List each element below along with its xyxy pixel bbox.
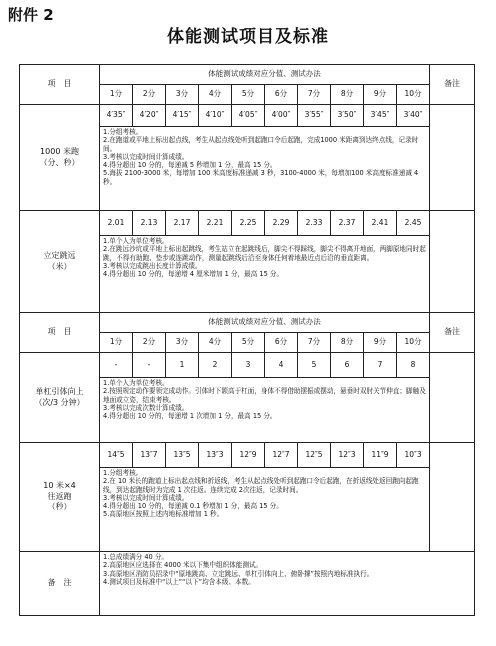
run1000-value: 3′45″ (364, 105, 397, 127)
header-row-2 (20, 313, 475, 333)
rule-line: 3.考核以完成跳出长度计算成绩。 (103, 261, 202, 270)
rule-line: 1.分组考核。 (103, 128, 143, 136)
score-header-cell: 9分 (364, 333, 397, 353)
jump-item: 立定跳远 （米） (20, 211, 100, 313)
header-row (20, 65, 475, 85)
shuttle-remark (430, 443, 475, 552)
shuttle-value: 13″3 (199, 443, 232, 468)
method-header: 体能测试成绩对应分值、测试办法 (100, 65, 430, 85)
pullup-rules (100, 378, 430, 443)
run1000-value: 4′10″ (199, 105, 232, 127)
run1000-remark (430, 105, 475, 211)
jump-value: 2.25 (232, 211, 265, 236)
jump-values-row (20, 211, 475, 236)
method-header: 体能测试成绩对应分值、测试办法 (100, 313, 430, 333)
score-header-cell: 5分 (232, 85, 265, 105)
score-header-cell: 2分 (133, 85, 166, 105)
rule-line: 4.得分超出 10 分的，每递减 5 秒增加 1 分，最高 15 分。 (103, 161, 277, 170)
run1000-value: 3′40″ (397, 105, 430, 127)
run1000-value: 3′55″ (298, 105, 331, 127)
jump-remark (430, 211, 475, 313)
rule-line: 3.考核以完成次数计算成绩。 (103, 403, 189, 412)
rule-line: 1.单个人为单位考核。 (103, 379, 169, 387)
score-header-cell: 10分 (397, 333, 430, 353)
pullup-value: 5 (298, 353, 331, 378)
jump-value: 2.45 (397, 211, 430, 236)
run1000-value: 4′20″ (133, 105, 166, 127)
rule-line: 4.得分超出 10 分的，每递减 0.1 秒增加 1 分，最高 15 分。 (103, 502, 283, 511)
remarks-rules (100, 552, 475, 616)
run1000-values-row (20, 105, 475, 127)
pullup-value: 2 (199, 353, 232, 378)
shuttle-value: 13″7 (133, 443, 166, 468)
rule-line: 3.考核以完成时间计算成绩。 (103, 493, 189, 502)
score-header-cell: 6分 (265, 333, 298, 353)
item-header: 项 目 (20, 313, 100, 353)
score-header-cell: 8分 (331, 85, 364, 105)
rule-line: 2.在跳远沙坑或平地上标出起跳线，考生站立在起跳线后，脚尖不得踩线，脚尖不得离开地面，两脚原地同时起跳，不得有助跑、垫步或连跳动作，测量起跳线后沿至身体任何着地最近点后沿的垂直距离。 (103, 245, 426, 262)
shuttle-value: 14″5 (100, 443, 133, 468)
rule-line: 1.总成绩满分 40 分。 (103, 553, 169, 561)
score-header-cell: 1分 (100, 85, 133, 105)
jump-value: 2.01 (100, 211, 133, 236)
score-header-cell: 9分 (364, 85, 397, 105)
score-header-cell: 10分 (397, 85, 430, 105)
jump-value: 2.17 (166, 211, 199, 236)
shuttle-values-row (20, 443, 475, 468)
shuttle-value: 12″7 (265, 443, 298, 468)
fitness-standards-table (19, 64, 475, 616)
run1000-rules (100, 127, 430, 211)
jump-value: 2.33 (298, 211, 331, 236)
score-header-cell: 6分 (265, 85, 298, 105)
shuttle-value: 12″5 (298, 443, 331, 468)
score-header-cell: 2分 (133, 333, 166, 353)
score-header-cell: 7分 (298, 85, 331, 105)
rule-line: 2.在 10 米长的跑道上标出起点线和折返线，考生从起点线处听到起跑口令后起跑，在折返线处返回跑向起跑线，到达起跑线时为完成 1 次往返。连续完成 2次往返，记录时间。 (103, 477, 419, 494)
jump-value: 2.29 (265, 211, 298, 236)
page-title: 体能测试项目及标准 (167, 27, 329, 47)
rule-line: 4.得分超出 10 分的，每递增 1 次增加 1 分，最高 15 分。 (103, 412, 277, 421)
rule-line: 2.在跑道或平地上标出起点线，考生从起点线处听到起跑口令后起跑，完成1000 米距离到达终点线，记录时间。 (103, 136, 419, 153)
pullup-value: - (133, 353, 166, 378)
shuttle-item: 10 米×4 往返跑 （秒） (20, 443, 100, 552)
score-header-cell: 1分 (100, 333, 133, 353)
rule-line: 2.按照规定动作要领完成动作。引体时下颌高于杠面，身体不得借助摆振或摆动，悬垂时双肘关节伸直；脚触及地面或立姿，结束考核。 (103, 387, 426, 404)
pullup-value: 4 (265, 353, 298, 378)
remarks-item: 备 注 (20, 552, 100, 616)
jump-value: 2.13 (133, 211, 166, 236)
run1000-value: 4′05″ (232, 105, 265, 127)
run1000-value: 4′35″ (100, 105, 133, 127)
rule-line: 3.高原地区消防员招录中“原地跳高、立定跳远、单杠引体向上、俯卧撑”按照内地标准执行。 (103, 569, 374, 578)
pullup-value: 1 (166, 353, 199, 378)
score-header-cell: 8分 (331, 333, 364, 353)
run1000-value: 4′00″ (265, 105, 298, 127)
remarks-row (20, 552, 475, 616)
pullup-value: 6 (331, 353, 364, 378)
jump-value: 2.21 (199, 211, 232, 236)
shuttle-value: 12″3 (331, 443, 364, 468)
score-header-cell: 3分 (166, 333, 199, 353)
run1000-value: 3′50″ (331, 105, 364, 127)
pullup-item: 单杠引体向上 （次/3 分钟） (20, 353, 100, 443)
shuttle-value: 13″5 (166, 443, 199, 468)
shuttle-value: 12″9 (232, 443, 265, 468)
jump-value: 2.41 (364, 211, 397, 236)
pullup-value: 7 (364, 353, 397, 378)
shuttle-rules (100, 468, 430, 552)
score-header-cell: 5分 (232, 333, 265, 353)
rule-line: 5.海拔 2100-3000 米，每增加 100 米高度标准递减 3 秒，3100-4000 米，每增加100 米高度标准递减 4 秒。 (103, 169, 419, 186)
pullup-value: 3 (232, 353, 265, 378)
item-header: 项 目 (20, 65, 100, 105)
remark-header: 备注 (430, 313, 475, 353)
jump-rules (100, 236, 430, 313)
attachment-label: 附件 2 (8, 6, 54, 24)
shuttle-value: 10″3 (397, 443, 430, 468)
score-header-cell: 7分 (298, 333, 331, 353)
score-header-cell: 4分 (199, 333, 232, 353)
score-header-cell: 4分 (199, 85, 232, 105)
rule-line: 4.得分超出 10 分的，每递增 4 厘米增加 1 分，最高 15 分。 (103, 270, 284, 279)
rule-line: 4.测试项目及标准中“以上”“以下”均含本级、本数。 (103, 577, 255, 586)
rule-line: 3.考核以完成时间计算成绩。 (103, 152, 189, 161)
rule-line: 5.高原地区按照上述内地标准增加 1 秒。 (103, 510, 224, 519)
run1000-value: 4′15″ (166, 105, 199, 127)
pullup-value: - (100, 353, 133, 378)
rule-line: 2.高原地区应选择在 4000 米以下集中组织体能测试。 (103, 561, 263, 570)
jump-value: 2.37 (331, 211, 364, 236)
shuttle-value: 11″9 (364, 443, 397, 468)
pullup-value: 8 (397, 353, 430, 378)
remark-header: 备注 (430, 65, 475, 105)
pullup-remark (430, 353, 475, 443)
rule-line: 1.单个人为单位考核。 (103, 237, 169, 245)
pullup-values-row (20, 353, 475, 378)
run1000-item: 1000 米跑 （分、秒） (20, 105, 100, 211)
score-header-cell: 3分 (166, 85, 199, 105)
rule-line: 1.分组考核。 (103, 469, 143, 477)
